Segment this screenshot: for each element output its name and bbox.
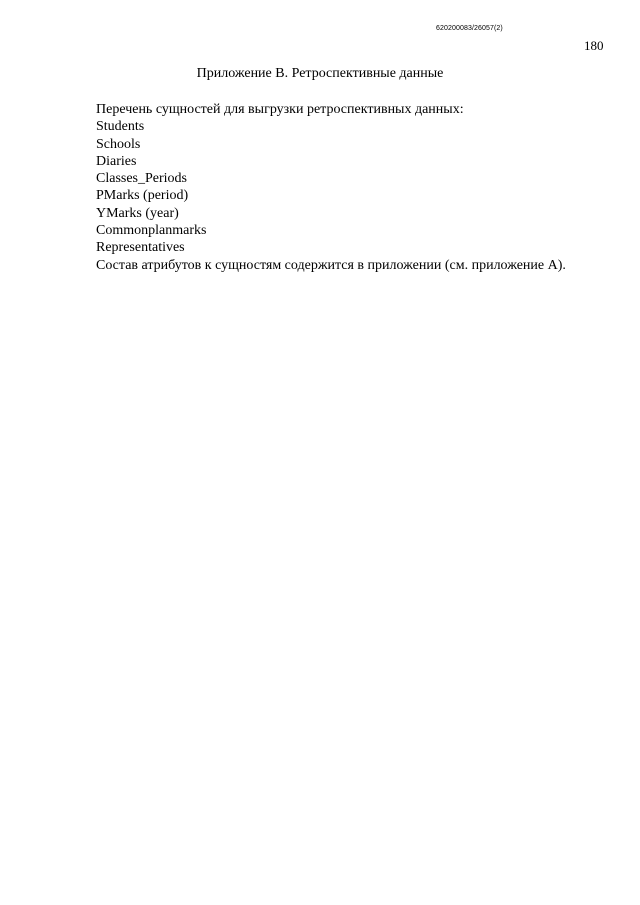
entity-list-item: Representatives bbox=[96, 240, 185, 256]
entity-list-item: Students bbox=[96, 119, 145, 135]
entity-list-item: Classes_Periods bbox=[96, 171, 187, 187]
entity-list-item: Commonplanmarks bbox=[96, 223, 207, 239]
entity-list-item: Schools bbox=[96, 136, 141, 152]
page-number: 180 bbox=[584, 38, 604, 53]
document-id: 620200083/26057(2) bbox=[436, 25, 503, 32]
footer-note: Состав атрибутов к сущностям содержится в приложении (см. приложение А). bbox=[96, 257, 566, 273]
document-body bbox=[96, 101, 566, 274]
intro-text: Перечень сущностей для выгрузки ретроспективных данных: bbox=[96, 102, 464, 117]
entity-list-item: PMarks (period) bbox=[96, 188, 189, 204]
entity-list-item: YMarks (year) bbox=[96, 205, 179, 221]
entity-list-item: Diaries bbox=[96, 153, 137, 169]
page-title: Приложение В. Ретроспективные данные bbox=[196, 66, 444, 81]
